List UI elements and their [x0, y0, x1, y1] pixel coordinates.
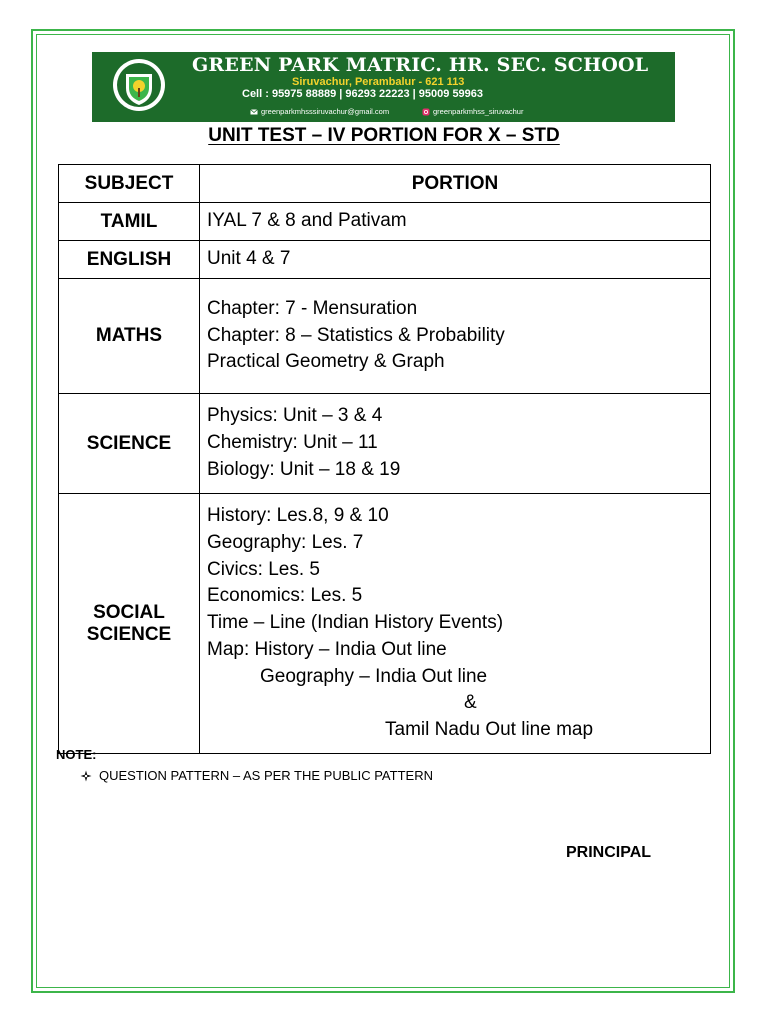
- note-item-text: QUESTION PATTERN – AS PER THE PUBLIC PATTERN: [99, 768, 433, 783]
- portion-line: Chapter: 8 – Statistics & Probability: [207, 324, 505, 346]
- note-item: [80, 768, 433, 783]
- school-instagram: [422, 107, 523, 116]
- note-label: NOTE:: [56, 747, 97, 762]
- portion-line: IYAL 7 & 8 and Pativam: [207, 210, 407, 232]
- diamond-bullet-icon: [80, 770, 92, 782]
- table-row-science: [59, 394, 711, 494]
- table-row-social-science: [59, 494, 711, 754]
- school-crest-icon: [112, 58, 166, 112]
- school-phone-numbers: Cell : 95975 88889 | 96293 22223 | 95009 59963: [242, 88, 484, 100]
- portion-cell: [200, 279, 711, 394]
- email-text: greenparkmhsssiruvachur@gmail.com: [261, 107, 390, 116]
- portion-line: Economics: Les. 5: [207, 585, 363, 607]
- school-email: [250, 107, 389, 116]
- subject-line: SOCIAL: [93, 601, 165, 623]
- table-row-tamil: [59, 203, 711, 241]
- principal-signature-label: PRINCIPAL: [566, 844, 652, 861]
- portion-line: Time – Line (Indian History Events): [207, 612, 504, 634]
- portion-line: Unit 4 & 7: [207, 248, 291, 270]
- subject-cell: [59, 494, 200, 754]
- subject-cell: TAMIL: [59, 203, 200, 241]
- portion-line: Map: History – India Out line: [207, 638, 447, 660]
- portion-line: Physics: Unit – 3 & 4: [207, 405, 383, 427]
- table-row-maths: [59, 279, 711, 394]
- subject-line: SCIENCE: [86, 623, 172, 645]
- table-row-english: [59, 241, 711, 279]
- school-banner: [92, 52, 675, 122]
- portion-cell: [200, 203, 711, 241]
- portion-line: Civics: Les. 5: [207, 558, 320, 580]
- header-subject: SUBJECT: [59, 165, 200, 203]
- portion-line: &: [464, 692, 477, 714]
- document-title: [0, 125, 768, 147]
- portion-cell: [200, 241, 711, 279]
- header-portion: PORTION: [200, 165, 711, 203]
- email-icon: [250, 108, 258, 116]
- table-header-row: [59, 165, 711, 203]
- portion-line: Chapter: 7 - Mensuration: [207, 297, 418, 319]
- instagram-icon: [422, 108, 430, 116]
- subject-cell: MATHS: [59, 279, 200, 394]
- portion-line: Geography: Les. 7: [207, 531, 364, 553]
- portion-line: Tamil Nadu Out line map: [385, 719, 594, 741]
- portion-line: History: Les.8, 9 & 10: [207, 504, 389, 526]
- subject-cell: ENGLISH: [59, 241, 200, 279]
- school-address: Siruvachur, Perambalur - 621 113: [292, 76, 465, 88]
- portion-line: Biology: Unit – 18 & 19: [207, 458, 401, 480]
- instagram-text: greenparkmhss_siruvachur: [433, 107, 524, 116]
- portion-line: Geography – India Out line: [260, 665, 488, 687]
- portion-line: Practical Geometry & Graph: [207, 351, 445, 373]
- portion-cell: [200, 394, 711, 494]
- school-name: GREEN PARK MATRIC. HR. SEC. SCHOOL: [192, 54, 649, 76]
- subject-cell: SCIENCE: [59, 394, 200, 494]
- portion-line: Chemistry: Unit – 11: [207, 432, 378, 454]
- portion-table: [58, 164, 711, 754]
- portion-cell: [200, 494, 711, 754]
- document-title-text: UNIT TEST – IV PORTION FOR X – STD: [208, 125, 560, 146]
